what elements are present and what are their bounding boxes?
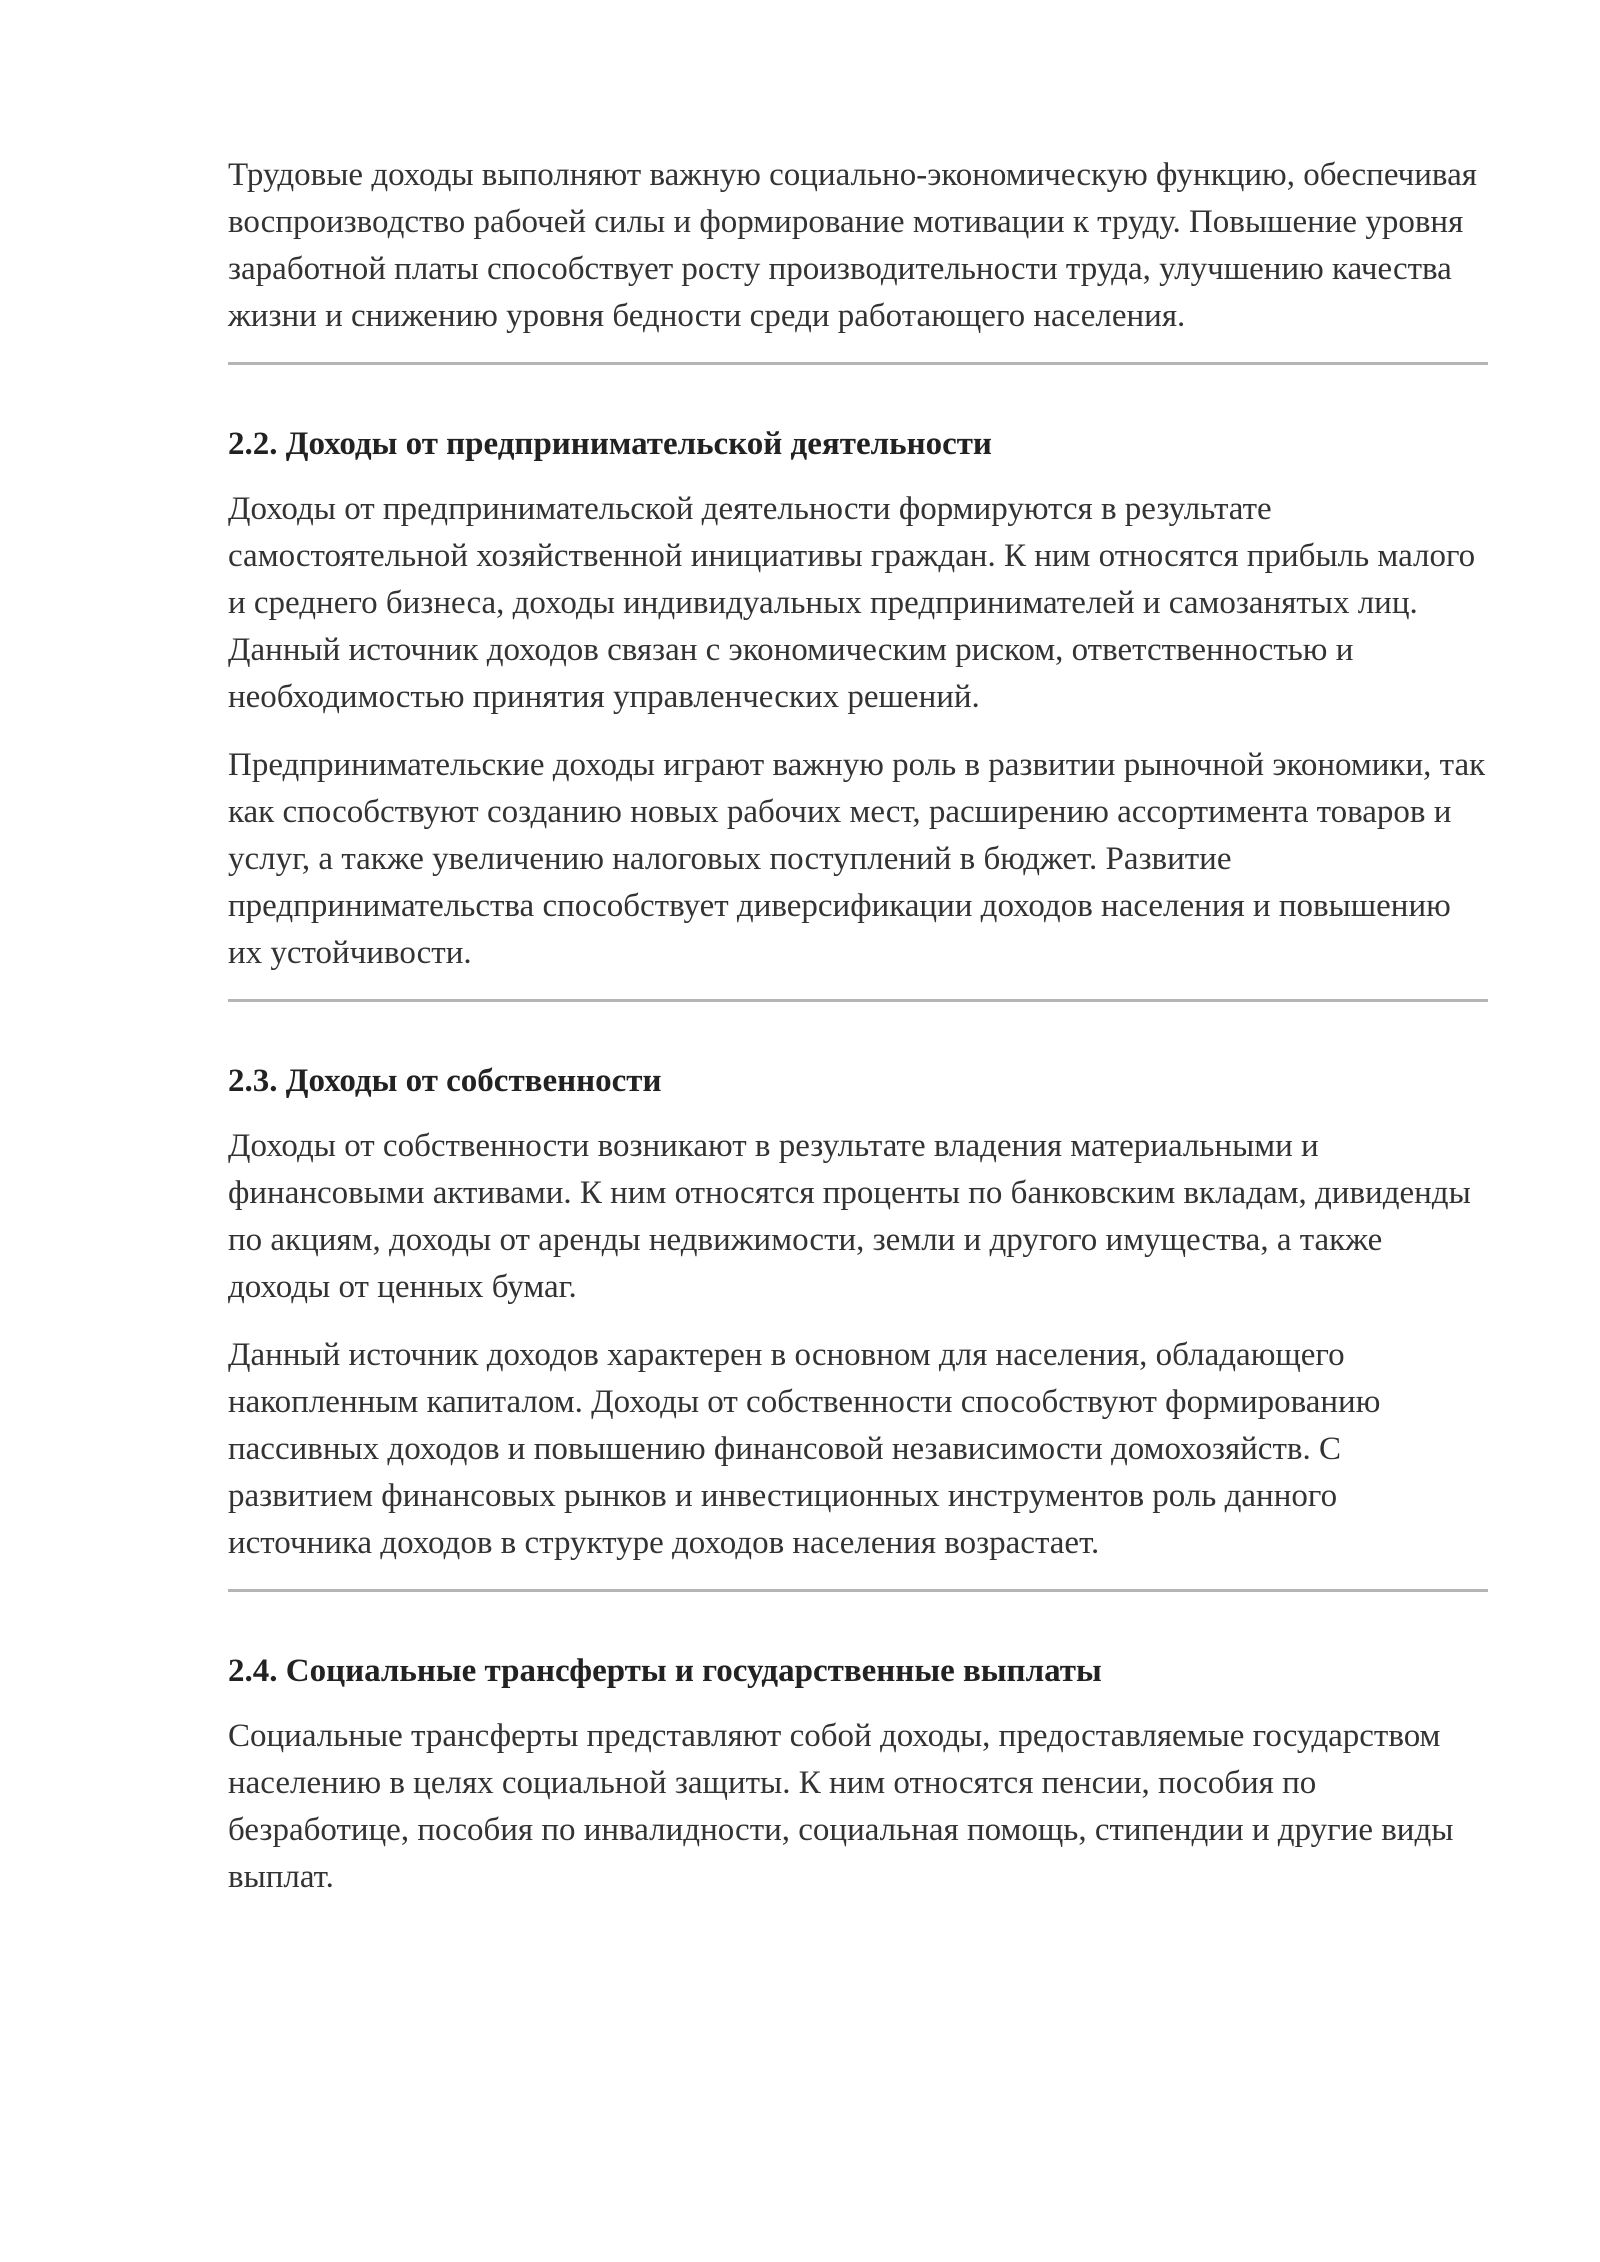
section-title: 2.3. Доходы от собственности <box>228 1063 662 1099</box>
paragraph: Данный источник доходов характерен в основном для населения, обладающего накопленным капиталом. Доходы от собственности способствуют формированию пассивных доходов и повышению финансовой независимости домохозяйств. С развитием финансовых рынков и инвестиционных инструментов роль данного источника доходов в структуре доходов населения возрастает. <box>228 1337 1381 1561</box>
section-social-transfers <box>228 1648 1488 1901</box>
document-page <box>228 152 1488 1901</box>
paragraph: Доходы от собственности возникают в результате владения материальными и финансовыми активами. К ним относятся проценты по банковским вкладам, дивиденды по акциям, доходы от аренды недвижимости, земли и другого имущества, а также доходы от ценных бумаг. <box>228 1128 1471 1305</box>
section-divider <box>228 362 1488 365</box>
section-entrepreneurial-income <box>228 421 1488 977</box>
paragraph: Трудовые доходы выполняют важную социально-экономическую функцию, обеспечивая воспроизводство рабочей силы и формирование мотивации к труду. Повышение уровня заработной платы способствует росту производительности труда, улучшению качества жизни и снижению уровня бедности среди работающего населения. <box>228 157 1477 334</box>
section-title: 2.2. Доходы от предпринимательской деятельности <box>228 426 992 462</box>
paragraph: Доходы от предпринимательской деятельности формируются в результате самостоятельной хозяйственной инициативы граждан. К ним относятся прибыль малого и среднего бизнеса, доходы индивидуальных предпринимателей и самозанятых лиц. Данный источник доходов связан с экономическим риском, ответственностью и необходимостью принятия управленческих решений. <box>228 491 1476 715</box>
paragraph: Социальные трансферты представляют собой доходы, предоставляемые государством населению в целях социальной защиты. К ним относятся пенсии, пособия по безработице, пособия по инвалидности, социальная помощь, стипендии и другие виды выплат. <box>228 1718 1454 1895</box>
section-property-income <box>228 1058 1488 1567</box>
section-divider <box>228 1589 1488 1592</box>
section-divider <box>228 999 1488 1002</box>
section-title: 2.4. Социальные трансферты и государственные выплаты <box>228 1653 1102 1689</box>
paragraph: Предпринимательские доходы играют важную роль в развитии рыночной экономики, так как способствуют созданию новых рабочих мест, расширению ассортимента товаров и услуг, а также увеличению налоговых поступлений в бюджет. Развитие предпринимательства способствует диверсификации доходов населения и повышению их устойчивости. <box>228 747 1486 971</box>
